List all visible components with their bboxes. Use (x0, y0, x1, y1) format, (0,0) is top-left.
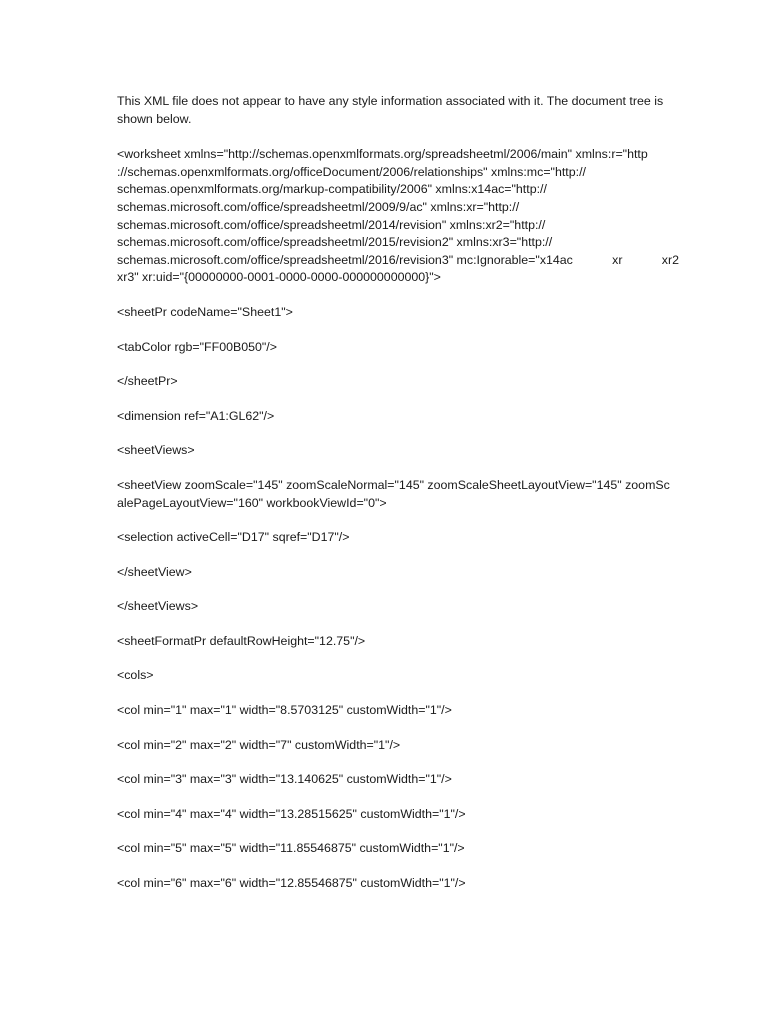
col-element: <col min="5" max="5" width="11.85546875" customWidth="1"/> (117, 841, 465, 856)
style-notice: This XML file does not appear to have any style information associated with it. The document tree is shown below. (117, 94, 664, 126)
sheetview-line: alePageLayoutView="160" workbookViewId="0"> (117, 495, 387, 510)
worksheet-line: schemas.microsoft.com/office/spreadsheetml/2015/revision2" xmlns:xr3="http:// (117, 235, 553, 250)
tabcolor-element: <tabColor rgb="FF00B050"/> (117, 339, 277, 354)
sheetview-element (117, 477, 679, 512)
worksheet-element (117, 146, 679, 287)
col-element: <col min="4" max="4" width="13.28515625" customWidth="1"/> (117, 806, 466, 821)
col-element: <col min="6" max="6" width="12.85546875" customWidth="1"/> (117, 876, 466, 891)
col-element: <col min="2" max="2" width="7" customWidth="1"/> (117, 737, 401, 752)
worksheet-line: ://schemas.openxmlformats.org/officeDocument/2006/relationships" xmlns:mc="http:// (117, 164, 586, 179)
sheetviews-open: <sheetViews> (117, 443, 195, 458)
worksheet-line: xr3" xr:uid="{00000000-0001-0000-0000-000000000000}"> (117, 270, 441, 285)
sheetview-line: <sheetView zoomScale="145" zoomScaleNormal="145" zoomScaleSheetLayoutView="145" zoomSc (117, 477, 670, 492)
sheetpr-close: </sheetPr> (117, 374, 178, 389)
worksheet-line: schemas.microsoft.com/office/spreadsheetml/2009/9/ac" xmlns:xr="http:// (117, 199, 520, 214)
worksheet-line-part: xr (612, 252, 623, 267)
worksheet-line-part: xr2 (661, 252, 679, 267)
col-element: <col min="3" max="3" width="13.140625" customWidth="1"/> (117, 772, 452, 787)
worksheet-line-part: schemas.microsoft.com/office/spreadsheetml/2016/revision3" mc:Ignorable="x14ac (117, 252, 573, 267)
sheetformatpr-element: <sheetFormatPr defaultRowHeight="12.75"/> (117, 633, 366, 648)
worksheet-line: schemas.microsoft.com/office/spreadsheetml/2014/revision" xmlns:xr2="http:// (117, 217, 546, 232)
sheetview-close: </sheetView> (117, 564, 192, 579)
worksheet-line: <worksheet xmlns="http://schemas.openxmlformats.org/spreadsheetml/2006/main" xmlns:r="http (117, 147, 648, 162)
dimension-element: <dimension ref="A1:GL62"/> (117, 408, 275, 423)
sheetpr-open: <sheetPr codeName="Sheet1"> (117, 304, 293, 319)
cols-open: <cols> (117, 668, 154, 683)
worksheet-justified-line (117, 252, 679, 270)
selection-element: <selection activeCell="D17" sqref="D17"/> (117, 530, 350, 545)
document-content (117, 93, 679, 910)
col-element: <col min="1" max="1" width="8.5703125" customWidth="1"/> (117, 703, 452, 718)
sheetviews-close: </sheetViews> (117, 599, 199, 614)
worksheet-line: schemas.openxmlformats.org/markup-compatibility/2006" xmlns:x14ac="http:// (117, 182, 547, 197)
